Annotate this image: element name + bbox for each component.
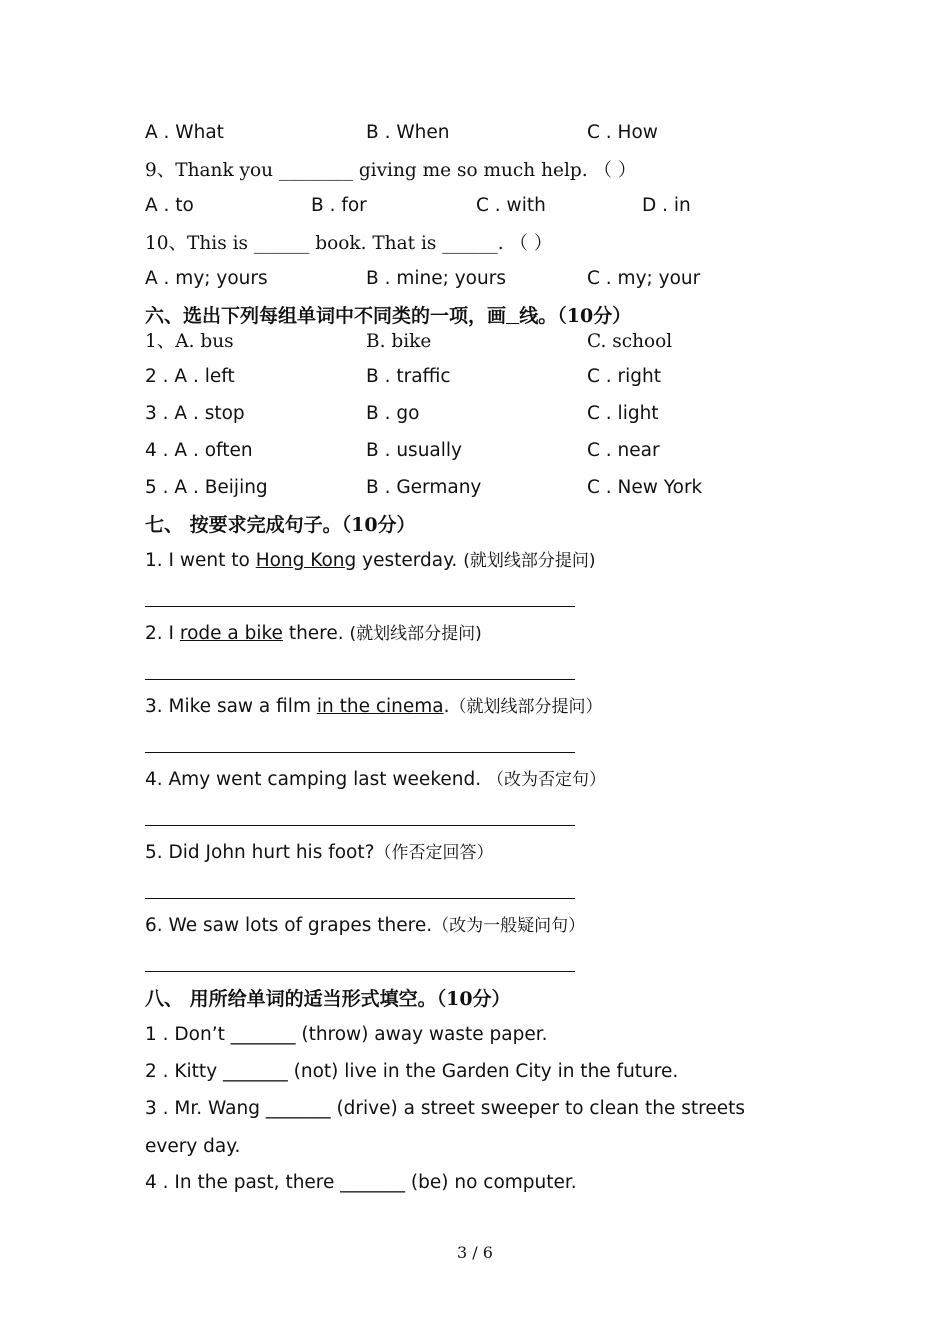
s6-row3-c: C . light [587, 403, 659, 424]
s6-row2-b: B . traffic [366, 366, 451, 387]
s6-row4-c: C . near [587, 440, 660, 461]
s6-row2-c: C . right [587, 366, 662, 387]
s7-item-1-post: yesterday. [356, 550, 464, 571]
s7-answer-line-4[interactable] [145, 825, 575, 826]
q8-option-a: A . What [145, 122, 224, 143]
s6-row3-b: B . go [366, 403, 420, 424]
q10-option-b: B . mine; yours [366, 268, 506, 289]
q9-stem: 9、Thank you ________ giving me so much help. （ ） [145, 160, 637, 181]
s7-item-1 [145, 549, 595, 573]
q9-option-d: D . in [642, 195, 691, 216]
s7-item-2 [145, 622, 482, 646]
s6-row4-b: B . usually [366, 440, 462, 461]
q8-option-b: B . When [366, 122, 450, 143]
s6-row5-c: C . New York [587, 477, 703, 498]
s7-answer-line-5[interactable] [145, 898, 575, 899]
q8-option-c: C . How [587, 122, 658, 143]
q10-stem: 10、This is ______ book. That is ______. （ ） [145, 233, 553, 254]
s7-item-4 [145, 768, 606, 792]
s7-item-5-note: （作否定回答） [374, 843, 494, 863]
s7-answer-line-3[interactable] [145, 752, 575, 753]
s7-item-6 [145, 914, 585, 938]
s7-item-3-underlined: in the cinema [316, 696, 444, 717]
s7-answer-line-1[interactable] [145, 606, 575, 607]
page-number: 3 / 6 [457, 1243, 493, 1262]
q10-option-a: A . my; yours [145, 268, 268, 289]
q10-option-c: C . my; your [587, 268, 701, 289]
s6-row2-a: 2 . A . left [145, 366, 235, 387]
section6-title [145, 304, 631, 328]
s6-row5-b: B . Germany [366, 477, 482, 498]
section8-title: 八、 用所给单词的适当形式填空。（10分） [145, 988, 511, 1010]
s8-item-2: 2 . Kitty _______ (not) live in the Garden City in the future. [145, 1061, 679, 1082]
s7-item-6-pre: 6. We saw lots of grapes there. [145, 915, 433, 936]
s6-row1-c: C. school [587, 331, 673, 352]
s7-answer-line-2[interactable] [145, 679, 575, 680]
section6-title-after: 线。（10分） [519, 305, 632, 327]
s6-row4-a: 4 . A . often [145, 440, 253, 461]
s7-item-2-pre: 2. I [145, 623, 180, 644]
q9-option-b: B . for [311, 195, 367, 216]
s7-item-3-post: . [443, 696, 450, 717]
q9-option-a: A . to [145, 195, 194, 216]
s7-item-2-note: (就划线部分提问) [349, 624, 482, 644]
s7-item-4-pre: 4. Amy went camping last weekend. [145, 769, 487, 790]
s6-row5-a: 5 . A . Beijing [145, 477, 268, 498]
s7-item-4-note: （改为否定句） [486, 770, 606, 790]
s7-item-1-underlined: Hong Kong [255, 550, 357, 571]
s7-answer-line-6[interactable] [145, 971, 575, 972]
s8-item-3: 3 . Mr. Wang _______ (drive) a street sweeper to clean the streets [145, 1098, 746, 1119]
s8-item-4: 4 . In the past, there _______ (be) no computer. [145, 1172, 577, 1193]
q9-option-c: C . with [476, 195, 546, 216]
s6-row1-a: 1、A. bus [145, 331, 234, 352]
s7-item-2-underlined: rode a bike [179, 623, 283, 644]
s7-item-1-note: (就划线部分提问) [463, 551, 596, 571]
section6-title-blank [506, 305, 519, 327]
s7-item-5-pre: 5. Did John hurt his foot? [145, 842, 375, 863]
s8-item-3-continued: every day. [145, 1136, 241, 1157]
s7-item-5 [145, 841, 493, 865]
s7-item-3-pre: 3. Mike saw a film [145, 696, 317, 717]
s7-item-2-post: there. [282, 623, 350, 644]
s7-item-3 [145, 695, 603, 719]
s6-row3-a: 3 . A . stop [145, 403, 245, 424]
s8-item-1: 1 . Don’t _______ (throw) away waste paper. [145, 1024, 548, 1045]
s7-item-6-note: （改为一般疑问句） [432, 916, 586, 936]
section7-title: 七、 按要求完成句子。（10分） [145, 514, 416, 536]
s7-item-3-note: （就划线部分提问） [449, 697, 603, 717]
section6-title-before: 六、选出下列每组单词中不同类的一项，画 [145, 305, 507, 327]
s6-row1-b: B. bike [366, 331, 432, 352]
s7-item-1-pre: 1. I went to [145, 550, 256, 571]
